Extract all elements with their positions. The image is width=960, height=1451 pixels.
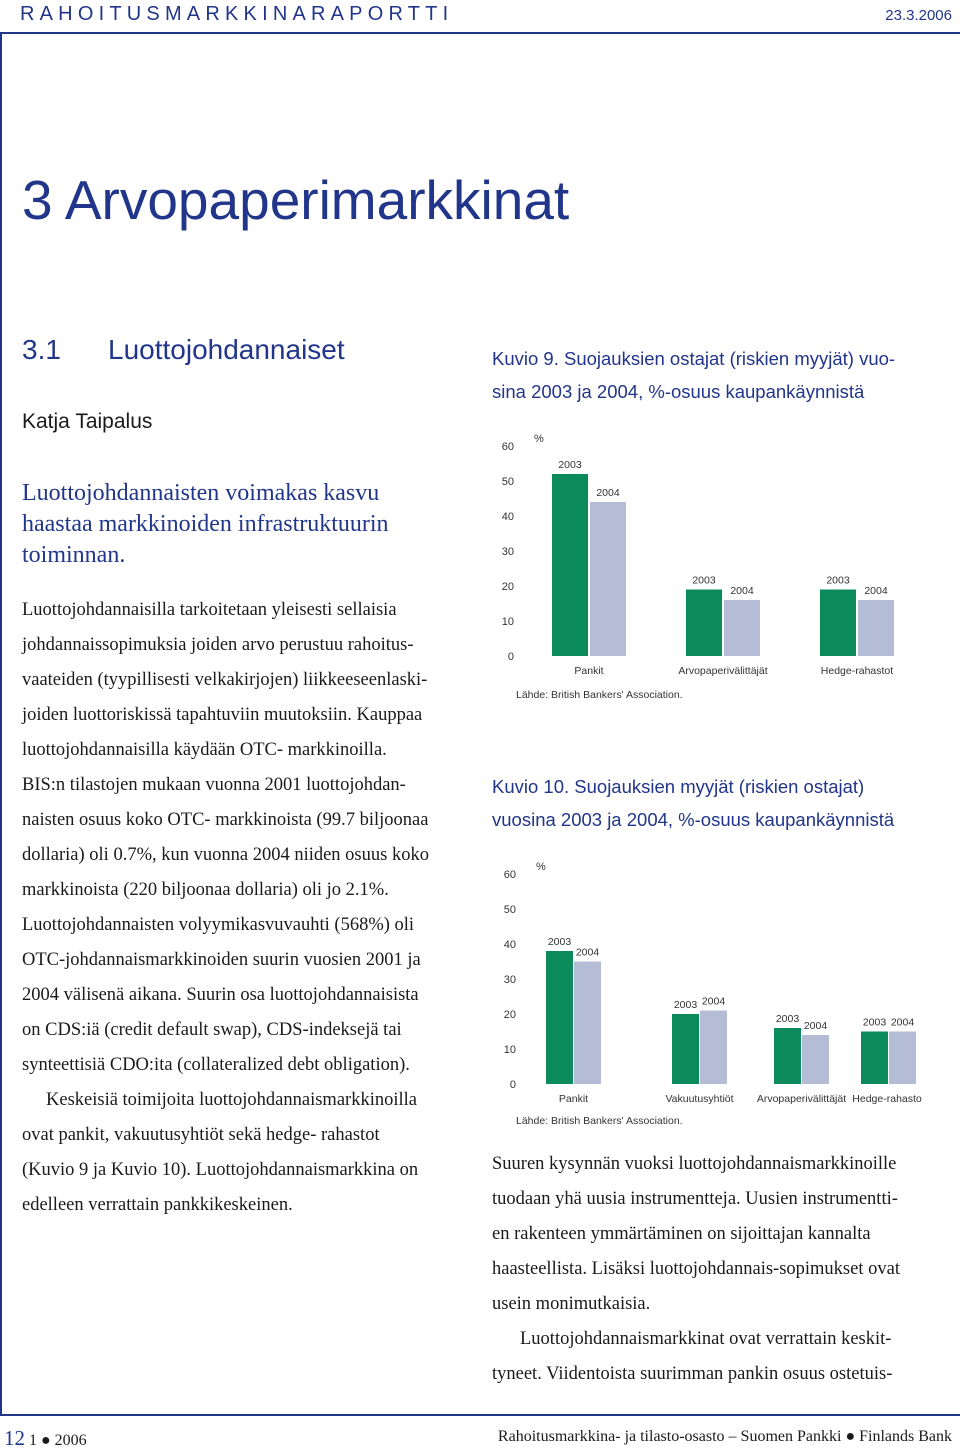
bar-2003 [546,951,573,1084]
body-line: usein monimutkaisia. [492,1294,651,1314]
issue-year: 2006 [54,1432,87,1449]
bullet-icon: ● [845,1428,856,1445]
category-label: Arvopaperivälittäjät [756,1093,847,1105]
body-line: OTC-johdannaismarkkinoiden suurin vuosien 2001 ja [22,950,421,970]
bar-2004 [889,1032,916,1085]
body-line: 2004 välisenä aikana. Suurin osa luottojohdannaisista [22,985,419,1005]
lead-line: haastaa markkinoiden infrastruktuurin [22,511,389,537]
bar-year-label: 2004 [730,585,754,597]
bar-year-label: 2004 [864,585,888,597]
chart-source: Lähde: British Bankers' Association. [516,1115,683,1127]
chart-source: Lähde: British Bankers' Association. [516,689,683,701]
bar-year-label: 2004 [575,946,600,959]
category-label: Vakuutusyhtiöt [665,1093,734,1105]
kuvio9-title-line: Kuvio 9. Suojauksien ostajat (riskien myyjät) vuo- [492,348,896,369]
body-line: (Kuvio 9 ja Kuvio 10). Luottojohdannaismarkkina on [22,1160,419,1180]
body-line: tyneet. Viidentoista suurimman pankin osuus ostetuis- [492,1364,893,1384]
kuvio9-title [492,342,942,408]
bar-year-label: 2004 [803,1020,828,1032]
body-line: synteettisiä CDO:ita (collateralized debt obligation). [22,1055,410,1075]
kuvio9-svg [492,420,912,710]
body-line: joiden luottoriskissä tapahtuviin muutoksiin. Kauppaa [22,705,423,725]
body-line: vaateiden (tyypillisesti velkakirjojen) liikkeeseenlaski- [22,670,428,690]
y-tick-label: 40 [503,939,516,951]
body-line: johdannaissopimuksia joiden arvo perustuu rahoitus- [22,635,414,655]
footer-publisher [498,1428,952,1446]
kuvio10-chart [492,852,922,1137]
bar-year-label: 2004 [596,487,620,499]
body-line: haasteellista. Lisäksi luottojohdannais-sopimukset ovat [492,1259,900,1279]
lead-paragraph [22,478,462,571]
section-number: 3.1 [22,334,61,365]
page-header [0,0,960,30]
bar-year-label: 2004 [890,1016,915,1029]
footer-rule [0,1414,960,1416]
kuvio9-chart [492,420,912,715]
category-label: Pankit [574,665,604,677]
body-line: tuodaan yhä uusia instrumentteja. Uusien instrumentti- [492,1189,898,1209]
publisher: Rahoitusmarkkina- ja tilasto-osasto – Suomen Pankki [497,1428,842,1445]
y-tick-label: 50 [501,476,514,488]
bar-2004 [858,600,894,656]
bar-2004 [590,502,626,656]
body-line: dollaria) oli 0.7%, kun vuonna 2004 niiden osuus koko [22,845,429,865]
bar-year-label: 2003 [775,1013,800,1025]
category-label: Hedge-rahastot [852,1093,922,1105]
body-line: luottojohdannaisilla käydään OTC- markkinoilla. [22,740,387,760]
section-title: Luottojohdannaiset [108,334,345,365]
bar-year-label: 2003 [692,574,716,587]
left-margin-rule [0,34,2,1414]
y-tick-label: 10 [501,616,514,628]
bar-2003 [552,474,588,656]
body-line: ovat pankit, vakuutusyhtiöt sekä hedge- rahastot [22,1125,380,1145]
lead-line: Luottojohdannaisten voimakas kasvu [22,480,380,506]
y-tick-label: 30 [503,974,516,986]
author: Katja Taipalus [22,410,153,433]
kuvio10-title-line: Kuvio 10. Suojauksien myyjät (riskien ostajat) [492,776,865,797]
y-tick-label: 20 [503,1009,516,1021]
bar-year-label: 2003 [547,936,572,948]
kuvio9-title-line: sina 2003 ja 2004, %-osuus kaupankäynnistä [492,381,865,402]
report-date: 23.3.2006 [885,7,952,24]
header-rule [0,32,960,34]
bar-2003 [861,1032,888,1085]
body-line: Suuren kysynnän vuoksi luottojohdannaismarkkinoille [492,1154,897,1174]
category-label: Pankit [558,1093,589,1105]
body-line: Luottojohdannaisten volyymikasvuvauhti (568%) oli [22,915,415,935]
bank-name: Finlands Bank [859,1428,952,1445]
bar-2004 [574,962,601,1085]
bar-year-label: 2004 [701,995,726,1008]
y-axis-unit: % [536,861,546,873]
y-tick-label: 0 [509,1079,516,1091]
category-label: Arvopaperivälittäjät [678,665,768,677]
bar-2003 [820,590,856,657]
issue-number: 1 [29,1432,37,1449]
y-tick-label: 20 [501,581,514,593]
bar-year-label: 2003 [862,1016,887,1029]
bar-2004 [724,600,760,656]
body-line: Luottojohdannaismarkkinat ovat verrattain keskit- [520,1329,892,1349]
body-line: naisten osuus koko OTC- markkinoista (99.7 biljoonaa [22,810,429,830]
bar-2003 [672,1014,699,1084]
bar-year-label: 2003 [826,574,850,587]
bar-2004 [700,1011,727,1085]
bar-2003 [686,590,722,657]
kuvio10-svg [492,852,922,1132]
body-line: edelleen verrattain pankkikeskeinen. [22,1195,293,1215]
bar-year-label: 2003 [673,999,698,1011]
body-line: Luottojohdannaisilla tarkoitetaan yleisesti sellaisia [22,600,397,620]
bar-year-label: 2003 [558,459,582,471]
y-tick-label: 0 [507,651,514,663]
footer-issue [4,1426,87,1451]
body-line: markkinoista (220 biljoonaa dollaria) oli jo 2.1%. [22,880,389,900]
bar-2003 [774,1028,801,1084]
chapter-title: 3 Arvopaperimarkkinat [22,169,570,231]
y-tick-label: 30 [501,546,514,558]
y-tick-label: 10 [503,1044,516,1056]
bar-2004 [802,1035,829,1084]
page-number: 12 [4,1426,25,1450]
bullet-icon: ● [41,1432,51,1449]
body-line: en rakenteen ymmärtäminen on sijoittajan kannalta [492,1224,871,1244]
kuvio10-title-line: vuosina 2003 ja 2004, %-osuus kaupankäynnistä [492,809,895,830]
y-tick-label: 60 [501,441,514,453]
lead-line: toiminnan. [22,542,126,568]
y-tick-label: 50 [503,904,516,916]
kuvio10-title [492,770,942,836]
body-line: Keskeisiä toimijoita luottojohdannaismarkkinoilla [46,1090,417,1110]
body-line: BIS:n tilastojen mukaan vuonna 2001 luottojohdan- [22,775,406,795]
report-title: RAHOITUSMARKKINARAPORTTI [20,3,454,25]
y-tick-label: 60 [503,869,516,881]
y-tick-label: 40 [501,511,514,523]
y-axis-unit: % [534,433,544,445]
body-line: on CDS:iä (credit default swap), CDS-indeksejä tai [22,1020,402,1040]
category-label: Hedge-rahastot [820,665,894,677]
